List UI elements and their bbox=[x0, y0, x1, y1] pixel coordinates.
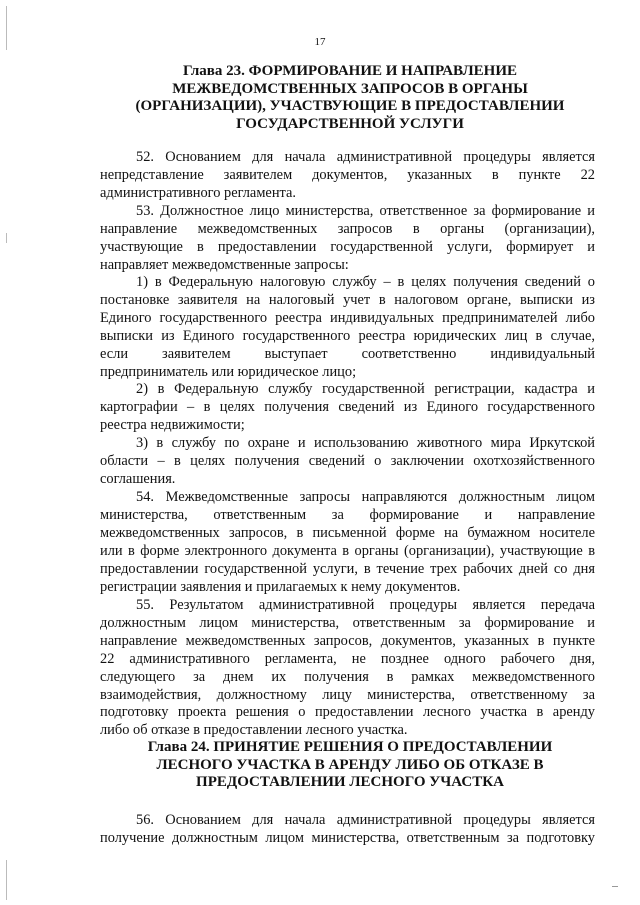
scan-margin-mark bbox=[6, 233, 7, 243]
text-line: соглашения. bbox=[100, 470, 176, 487]
heading-line: Глава 24. ПРИНЯТИЕ РЕШЕНИЯ О ПРЕДОСТАВЛЕНИИ bbox=[147, 739, 553, 755]
text-line: 22 административного регламента, не позднее одного рабочего дня, bbox=[100, 650, 595, 667]
text-line: 53. Должностное лицо министерства, ответственное за формирование и bbox=[136, 203, 595, 219]
paragraph-53-item-1 bbox=[100, 274, 595, 381]
text-line: 1) в Федеральную налоговую службу – в целях получения сведений о bbox=[136, 274, 595, 290]
text-line: если заявителем выступает соответственно индивидуальный bbox=[100, 345, 595, 362]
text-line: подготовку проекта решения о предоставлении лесного участка в аренду bbox=[100, 704, 595, 721]
paragraph-55 bbox=[100, 597, 595, 740]
paragraph-54 bbox=[100, 489, 595, 596]
text-line: участвующие в предоставлении государственной услуги, формирует и bbox=[100, 238, 595, 255]
text-line: выписки из Единого государственного реестра юридических лиц в случае, bbox=[100, 327, 595, 344]
text-line: или в форме электронного документа в органы (организации), участвующие в bbox=[100, 542, 595, 559]
scan-margin-mark bbox=[612, 886, 618, 887]
text-line: непредставление заявителем документов, указанных в пункте 22 bbox=[100, 166, 595, 183]
text-line: постановке заявителя на налоговый учет в налоговом органе, выписки из bbox=[100, 291, 595, 308]
page-number: 17 bbox=[314, 36, 326, 48]
heading-line: ЛЕСНОГО УЧАСТКА В АРЕНДУ ЛИБО ОБ ОТКАЗЕ В bbox=[156, 756, 544, 773]
text-line: области – в целях получения сведений о заключении охотхозяйственного bbox=[100, 452, 595, 469]
text-line: реестра недвижимости; bbox=[100, 416, 245, 433]
text-line: 54. Межведомственные запросы направляются должностным лицом bbox=[136, 489, 595, 505]
text-line: 55. Результатом административной процедуры является передача bbox=[136, 597, 595, 613]
text-line: направление межведомственных запросов, документов, указанных в пункте bbox=[100, 632, 595, 649]
text-line: получение должностным лицом министерства, ответственным за подготовку bbox=[100, 829, 595, 846]
text-line: 3) в службу по охране и использованию животного мира Иркутской bbox=[136, 435, 595, 451]
heading-line: ПРЕДОСТАВЛЕНИИ ЛЕСНОГО УЧАСТКА bbox=[196, 774, 504, 790]
text-line: взаимодействия, должностному лицу министерства, ответственному за bbox=[100, 686, 595, 703]
text-line: регистрации заявления и прилагаемых к нему документов. bbox=[100, 578, 461, 595]
scan-margin-mark bbox=[6, 860, 7, 900]
text-line: 52. Основанием для начала административной процедуры является bbox=[136, 149, 595, 165]
text-line: либо об отказе в предоставлении лесного участка. bbox=[100, 722, 408, 739]
chapter-23-heading bbox=[100, 63, 600, 133]
text-line: предоставлении государственной услуги, в течение трех рабочих дней со дня bbox=[100, 560, 595, 577]
text-line: 2) в Федеральную службу государственной регистрации, кадастра и bbox=[136, 381, 595, 397]
text-line: министерства, ответственным за формирование и направление bbox=[100, 506, 595, 523]
heading-line: ГОСУДАРСТВЕННОЙ УСЛУГИ bbox=[236, 115, 464, 132]
text-line: Единого государственного реестра индивидуальных предпринимателей либо bbox=[100, 309, 595, 326]
text-line: следующего за днем их получения в рамках межведомственного bbox=[100, 668, 595, 685]
text-line: 56. Основанием для начала административной процедуры является bbox=[136, 812, 595, 828]
heading-line: (ОРГАНИЗАЦИИ), УЧАСТВУЮЩИЕ В ПРЕДОСТАВЛЕНИИ bbox=[135, 98, 565, 114]
text-line: направляет межведомственные запросы: bbox=[100, 256, 349, 273]
paragraph-52 bbox=[100, 149, 595, 203]
paragraph-56 bbox=[100, 812, 595, 848]
text-line: направление межведомственных запросов в органы (организации), bbox=[100, 220, 595, 237]
heading-line: Глава 23. ФОРМИРОВАНИЕ И НАПРАВЛЕНИЕ bbox=[182, 63, 518, 79]
paragraph-53-item-3 bbox=[100, 435, 595, 489]
heading-line: МЕЖВЕДОМСТВЕННЫХ ЗАПРОСОВ В ОРГАНЫ bbox=[172, 80, 528, 97]
text-line: административного регламента. bbox=[100, 184, 296, 201]
text-line: картографии – в целях получения сведений из Единого государственного bbox=[100, 398, 595, 415]
text-line: должностным лицом министерства, ответственным за формирование и bbox=[100, 614, 595, 631]
paragraph-53-item-2 bbox=[100, 381, 595, 435]
paragraph-53 bbox=[100, 203, 595, 275]
chapter-24-heading bbox=[100, 739, 600, 792]
text-line: предприниматель или юридическое лицо; bbox=[100, 363, 357, 380]
text-line: межведомственных запросов, в письменной форме на бумажном носителе bbox=[100, 524, 595, 541]
